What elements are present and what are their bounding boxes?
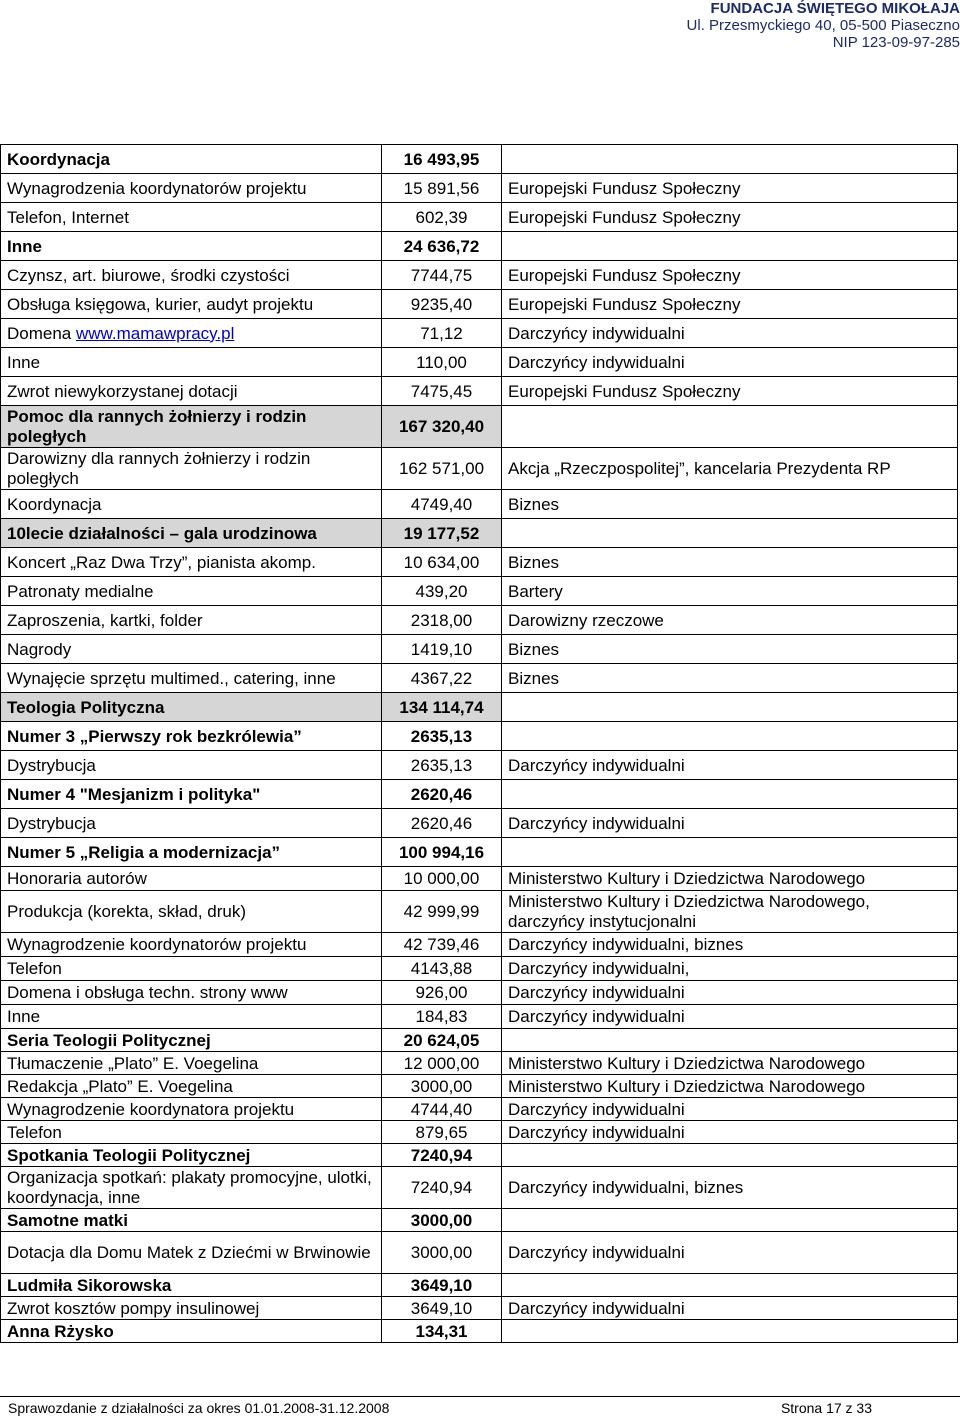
amount-cell: 2635,13 [382, 751, 502, 780]
item-cell: Anna Rżysko [1, 1320, 382, 1343]
item-text: Domena [7, 323, 76, 343]
source-cell: Ministerstwo Kultury i Dziedzictwa Narodowego [502, 1052, 958, 1075]
item-cell: Wynagrodzenia koordynatorów projektu [1, 174, 382, 203]
item-cell: Tłumaczenie „Plato” E. Voegelina [1, 1052, 382, 1075]
table-row [1, 780, 958, 809]
amount-cell: 3000,00 [382, 1209, 502, 1232]
source-cell [502, 838, 958, 867]
table-row [1, 548, 958, 577]
amount-cell: 439,20 [382, 577, 502, 606]
source-cell: Europejski Fundusz Społeczny [502, 174, 958, 203]
source-cell: Akcja „Rzeczpospolitej”, kancelaria Prezydenta RP [502, 448, 958, 490]
source-cell: Darczyńcy indywidualni [502, 1297, 958, 1320]
amount-cell: 24 636,72 [382, 232, 502, 261]
source-cell: Biznes [502, 490, 958, 519]
item-cell: Telefon [1, 1121, 382, 1144]
amount-cell: 134,31 [382, 1320, 502, 1343]
amount-cell: 602,39 [382, 203, 502, 232]
source-cell: Darczyńcy indywidualni, [502, 957, 958, 981]
table-row [1, 933, 958, 957]
table-row [1, 809, 958, 838]
amount-cell: 167 320,40 [382, 406, 502, 448]
amount-cell: 20 624,05 [382, 1029, 502, 1052]
amount-cell: 3649,10 [382, 1297, 502, 1320]
report-period: Sprawozdanie z działalności za okres 01.01.2008-31.12.2008 [8, 1400, 390, 1416]
table-row [1, 174, 958, 203]
item-cell [1, 319, 382, 348]
table-row [1, 664, 958, 693]
table-row [1, 1029, 958, 1052]
table-row [1, 232, 958, 261]
item-cell: Koordynacja [1, 145, 382, 174]
amount-cell: 42 739,46 [382, 933, 502, 957]
table-row [1, 1320, 958, 1343]
page-footer [0, 1396, 960, 1416]
source-cell: Darczyńcy indywidualni [502, 348, 958, 377]
source-cell: Biznes [502, 548, 958, 577]
amount-cell: 42 999,99 [382, 891, 502, 933]
amount-cell: 2318,00 [382, 606, 502, 635]
source-cell: Darczyńcy indywidualni [502, 1121, 958, 1144]
item-cell: Inne [1, 1005, 382, 1029]
source-cell: Biznes [502, 635, 958, 664]
source-cell: Europejski Fundusz Społeczny [502, 290, 958, 319]
table-row [1, 867, 958, 891]
amount-cell: 15 891,56 [382, 174, 502, 203]
source-cell: Europejski Fundusz Społeczny [502, 377, 958, 406]
source-cell: Europejski Fundusz Społeczny [502, 261, 958, 290]
source-cell: Biznes [502, 664, 958, 693]
table-row [1, 1052, 958, 1075]
item-cell: Nagrody [1, 635, 382, 664]
table-row [1, 577, 958, 606]
table-row [1, 838, 958, 867]
source-cell: Darczyńcy indywidualni [502, 319, 958, 348]
item-cell: Ludmiła Sikorowska [1, 1274, 382, 1297]
amount-cell: 3000,00 [382, 1075, 502, 1098]
item-cell: Domena i obsługa techn. strony www [1, 981, 382, 1005]
amount-cell: 10 634,00 [382, 548, 502, 577]
source-cell [502, 1274, 958, 1297]
source-cell: Ministerstwo Kultury i Dziedzictwa Narodowego [502, 1075, 958, 1098]
item-cell: Koordynacja [1, 490, 382, 519]
website-link[interactable]: www.mamawpracy.pl [75, 323, 235, 343]
source-cell: Darowizny rzeczowe [502, 606, 958, 635]
table-row [1, 1005, 958, 1029]
source-cell [502, 693, 958, 722]
foundation-name: FUNDACJA ŚWIĘTEGO MIKOŁAJA [710, 0, 960, 17]
source-cell [502, 1029, 958, 1052]
source-cell: Bartery [502, 577, 958, 606]
foundation-nip: NIP 123-09-97-285 [832, 34, 960, 51]
item-cell: Telefon [1, 957, 382, 981]
item-cell: Dystrybucja [1, 809, 382, 838]
page-number: Strona 17 z 33 [780, 1400, 872, 1416]
source-cell [502, 780, 958, 809]
amount-cell: 4143,88 [382, 957, 502, 981]
item-cell: 10lecie działalności – gala urodzinowa [1, 519, 382, 548]
item-cell: Koncert „Raz Dwa Trzy”, pianista akomp. [1, 548, 382, 577]
item-cell: Wynajęcie sprzętu multimed., catering, inne [1, 664, 382, 693]
table-row [1, 981, 958, 1005]
source-cell: Darczyńcy indywidualni [502, 751, 958, 780]
table-row [1, 261, 958, 290]
item-cell: Spotkania Teologii Politycznej [1, 1144, 382, 1167]
table-row [1, 1274, 958, 1297]
source-cell: Darczyńcy indywidualni, biznes [502, 933, 958, 957]
table-row [1, 406, 958, 448]
amount-cell: 110,00 [382, 348, 502, 377]
table-row [1, 1075, 958, 1098]
table-row [1, 891, 958, 933]
table-row [1, 1121, 958, 1144]
amount-cell: 879,65 [382, 1121, 502, 1144]
item-cell: Zaproszenia, kartki, folder [1, 606, 382, 635]
item-cell: Pomoc dla rannych żołnierzy i rodzin poległych [1, 406, 382, 448]
table-row [1, 606, 958, 635]
source-cell [502, 145, 958, 174]
source-cell: Darczyńcy indywidualni [502, 1005, 958, 1029]
item-cell: Darowizny dla rannych żołnierzy i rodzin poległych [1, 448, 382, 490]
table-row [1, 1098, 958, 1121]
table-row [1, 635, 958, 664]
source-cell: Darczyńcy indywidualni [502, 1098, 958, 1121]
source-cell: Ministerstwo Kultury i Dziedzictwa Narodowego [502, 867, 958, 891]
amount-cell: 162 571,00 [382, 448, 502, 490]
amount-cell: 9235,40 [382, 290, 502, 319]
table-row [1, 1232, 958, 1274]
amount-cell: 4367,22 [382, 664, 502, 693]
table-row [1, 693, 958, 722]
item-cell: Wynagrodzenie koordynatorów projektu [1, 933, 382, 957]
item-cell: Wynagrodzenie koordynatora projektu [1, 1098, 382, 1121]
item-cell: Dotacja dla Domu Matek z Dziećmi w Brwinowie [1, 1232, 382, 1274]
item-cell: Telefon, Internet [1, 203, 382, 232]
amount-cell: 1419,10 [382, 635, 502, 664]
amount-cell: 2620,46 [382, 809, 502, 838]
table-row [1, 490, 958, 519]
amount-cell: 2635,13 [382, 722, 502, 751]
item-cell: Samotne matki [1, 1209, 382, 1232]
source-cell [502, 1144, 958, 1167]
amount-cell: 16 493,95 [382, 145, 502, 174]
table-row [1, 519, 958, 548]
source-cell: Europejski Fundusz Społeczny [502, 203, 958, 232]
item-cell: Dystrybucja [1, 751, 382, 780]
amount-cell: 12 000,00 [382, 1052, 502, 1075]
table-row [1, 1209, 958, 1232]
amount-cell: 7475,45 [382, 377, 502, 406]
source-cell: Darczyńcy indywidualni [502, 1232, 958, 1274]
item-cell: Numer 3 „Pierwszy rok bezkrólewia” [1, 722, 382, 751]
source-cell [502, 406, 958, 448]
item-cell: Teologia Polityczna [1, 693, 382, 722]
item-cell: Inne [1, 232, 382, 261]
table-row [1, 145, 958, 174]
item-cell: Czynsz, art. biurowe, środki czystości [1, 261, 382, 290]
amount-cell: 10 000,00 [382, 867, 502, 891]
source-cell: Darczyńcy indywidualni, biznes [502, 1167, 958, 1209]
table-row [1, 1297, 958, 1320]
amount-cell: 926,00 [382, 981, 502, 1005]
item-cell: Organizacja spotkań: plakaty promocyjne, ulotki, koordynacja, inne [1, 1167, 382, 1209]
item-cell: Numer 4 "Mesjanizm i polityka" [1, 780, 382, 809]
amount-cell: 2620,46 [382, 780, 502, 809]
amount-cell: 4749,40 [382, 490, 502, 519]
table-row [1, 377, 958, 406]
foundation-address: Ul. Przesmyckiego 40, 05-500 Piaseczno [686, 17, 960, 34]
table-row [1, 290, 958, 319]
table-row [1, 203, 958, 232]
table-row [1, 1144, 958, 1167]
table-row [1, 751, 958, 780]
amount-cell: 7240,94 [382, 1167, 502, 1209]
amount-cell: 3649,10 [382, 1274, 502, 1297]
source-cell [502, 1209, 958, 1232]
item-cell: Patronaty medialne [1, 577, 382, 606]
item-cell: Produkcja (korekta, skład, druk) [1, 891, 382, 933]
table-row [1, 448, 958, 490]
table-row [1, 722, 958, 751]
item-cell: Inne [1, 348, 382, 377]
table-row [1, 1167, 958, 1209]
amount-cell: 184,83 [382, 1005, 502, 1029]
table-row [1, 957, 958, 981]
budget-table [0, 144, 958, 1343]
item-cell: Numer 5 „Religia a modernizacja” [1, 838, 382, 867]
item-cell: Obsługa księgowa, kurier, audyt projektu [1, 290, 382, 319]
amount-cell: 19 177,52 [382, 519, 502, 548]
amount-cell: 7744,75 [382, 261, 502, 290]
amount-cell: 4744,40 [382, 1098, 502, 1121]
item-cell: Redakcja „Plato” E. Voegelina [1, 1075, 382, 1098]
source-cell [502, 232, 958, 261]
table-row [1, 348, 958, 377]
source-cell: Darczyńcy indywidualni [502, 809, 958, 838]
item-cell: Zwrot kosztów pompy insulinowej [1, 1297, 382, 1320]
source-cell: Darczyńcy indywidualni [502, 981, 958, 1005]
amount-cell: 100 994,16 [382, 838, 502, 867]
source-cell [502, 1320, 958, 1343]
item-cell: Seria Teologii Politycznej [1, 1029, 382, 1052]
amount-cell: 71,12 [382, 319, 502, 348]
amount-cell: 3000,00 [382, 1232, 502, 1274]
amount-cell: 134 114,74 [382, 693, 502, 722]
source-cell [502, 722, 958, 751]
amount-cell: 7240,94 [382, 1144, 502, 1167]
source-cell: Ministerstwo Kultury i Dziedzictwa Narodowego, darczyńcy instytucjonalni [502, 891, 958, 933]
table-row [1, 319, 958, 348]
item-cell: Zwrot niewykorzystanej dotacji [1, 377, 382, 406]
source-cell [502, 519, 958, 548]
item-cell: Honoraria autorów [1, 867, 382, 891]
letterhead [687, 0, 960, 51]
